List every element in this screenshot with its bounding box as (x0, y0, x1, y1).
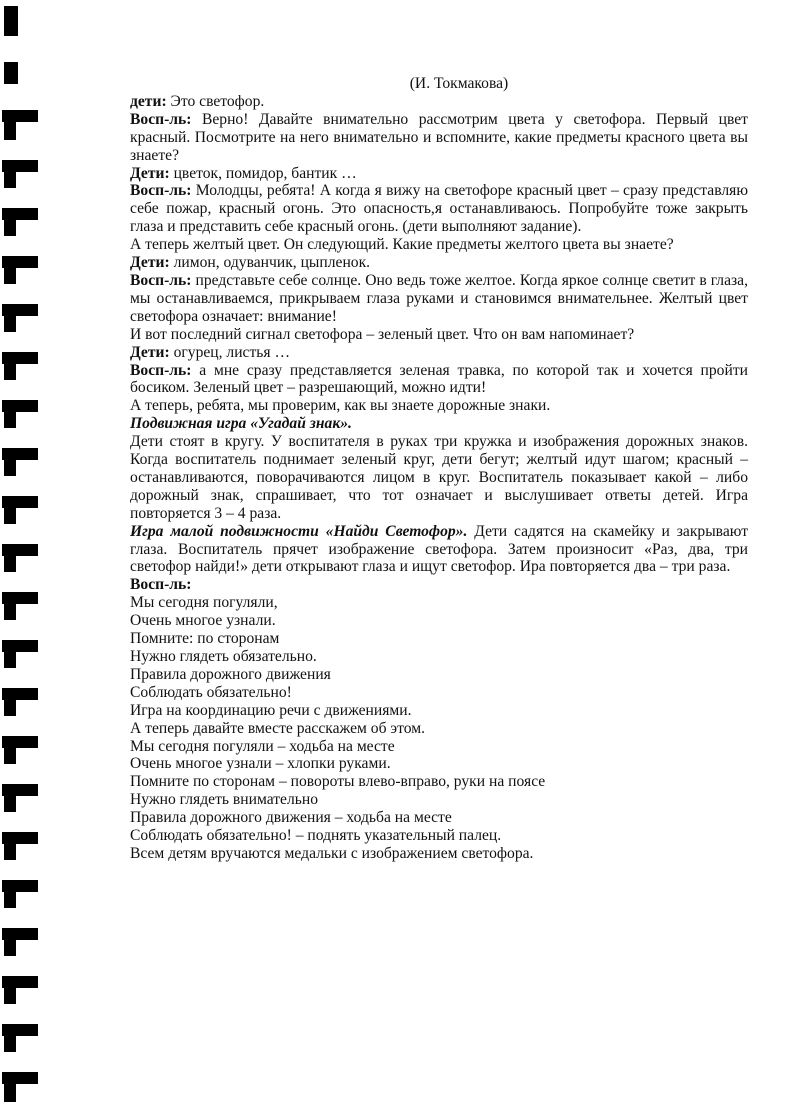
dialogue-line (130, 362, 748, 398)
poem-line: Очень многое узнали. (130, 612, 276, 630)
poem-line: Помните по сторонам – повороты влево-вправо, руки на поясе (130, 773, 546, 791)
speaker-label: Дети: (130, 343, 170, 361)
game1-title: Подвижная игра «Угадай знак». (130, 415, 352, 433)
dialogue-line (130, 272, 748, 326)
dialogue-line (130, 236, 748, 254)
speaker-label: Дети: (130, 254, 170, 272)
game1-paragraph (130, 415, 748, 522)
poem-line: Соблюдать обязательно! (130, 683, 292, 701)
dialogue-text: а мне сразу представляется зеленая травка, по которой так и хочется пройти босиком. Зеленый цвет – разрешающий, можно идти! (130, 361, 748, 397)
dialogue-line (130, 93, 748, 111)
dialogue-text: представьте себе солнце. Оно ведь тоже желтое. Когда яркое солнце светит в глаза, мы останавливаемся, прикрываем глаза руками и становимся внимательнее. Желтый цвет светофора означает: внимание! (130, 271, 748, 325)
dialogue-line (130, 165, 748, 183)
poem-line: Правила дорожного движения (130, 665, 331, 683)
dialogue-text: А теперь, ребята, мы проверим, как вы знаете дорожные знаки. (130, 397, 551, 415)
poem-line: Мы сегодня погуляли, (130, 594, 278, 612)
game1-text: Дети стоят в кругу. У воспитателя в руках три кружка и изображения дорожных знаков. Когда воспитатель поднимает зеленый круг, дети бегут; желтый идут шагом; красный – останавливаются, поворачиваются лицом в круг. Воспитатель показывает какой – либо дорожный знак, спрашивает, что тот означает и выслушивает ответы детей. Игра повторяется 3 – 4 раза. (130, 433, 748, 522)
spiral-binding (0, 0, 40, 1109)
speaker-label: Дети: (130, 164, 170, 182)
poem-line: Правила дорожного движения – ходьба на месте (130, 809, 452, 827)
dialogue-line (130, 111, 748, 165)
game2-title: Игра малой подвижности «Найди Светофор». (130, 522, 468, 540)
dialogue-text: лимон, одуванчик, цыпленок. (169, 254, 371, 272)
poem-line: Помните: по сторонам (130, 630, 280, 648)
dialogue-text: Верно! Давайте внимательно рассмотрим цвета у светофора. Первый цвет красный. Посмотрите на него внимательно и вспомните, какие предметы красного цвета вы знаете? (130, 110, 748, 164)
poem-line: Соблюдать обязательно! – поднять указательный палец. (130, 827, 502, 845)
closing-speaker: Восп-ль: (130, 576, 192, 594)
speaker-label: дети: (130, 92, 167, 110)
dialogue-text: Молодцы, ребята! А когда я вижу на светофоре красный цвет – сразу представляю себе пожар, красный огонь. Это опасность,я останавливаюсь. Попробуйте тоже закрыть глаза и представить себе красный огонь. (дети выполняют задание). (130, 182, 748, 236)
speaker-label: Восп-ль: (130, 110, 192, 128)
poem-line: Игра на координацию речи с движениями. (130, 701, 412, 719)
game2-text: Дети садятся на скамейку и закрывают глаза. Воспитатель прячет изображение светофора. Затем произносит «Раз, два, три светофор найди!» дети открывают глаза и ищут светофор. Ира повторяется два – три раза. (130, 522, 749, 576)
speaker-label: Восп-ль: (130, 182, 192, 200)
speaker-label: Восп-ль: (130, 361, 192, 379)
dialogue-line (130, 326, 748, 344)
dialogue-line (130, 254, 748, 272)
poem-line: А теперь давайте вместе расскажем об этом. (130, 719, 425, 737)
dialogue-line (130, 182, 748, 236)
dialogue-line (130, 397, 748, 415)
speaker-label: Восп-ль: (130, 271, 192, 289)
dialogue-text: огурец, листья … (169, 343, 291, 361)
poem-line: Нужно глядеть внимательно (130, 791, 319, 809)
dialogue-text: цветок, помидор, бантик … (169, 164, 357, 182)
attribution: (И. Токмакова) (409, 75, 509, 92)
dialogue-text: Это светофор. (166, 92, 265, 110)
dialogue-block (130, 93, 748, 415)
dialogue-text: И вот последний сигнал светофора – зеленый цвет. Что он вам напоминает? (130, 325, 635, 343)
poem-line: Нужно глядеть обязательно. (130, 648, 317, 665)
poem-line: Всем детям вручаются медальки с изображением светофора. (130, 844, 534, 862)
poem-line: Мы сегодня погуляли – ходьба на месте (130, 737, 395, 755)
game2-paragraph (130, 523, 748, 577)
poem-block (130, 594, 748, 863)
document-page (130, 75, 748, 863)
poem-line: Очень многое узнали – хлопки руками. (130, 755, 391, 773)
dialogue-text: А теперь желтый цвет. Он следующий. Какие предметы желтого цвета вы знаете? (130, 236, 674, 254)
dialogue-line (130, 344, 748, 362)
